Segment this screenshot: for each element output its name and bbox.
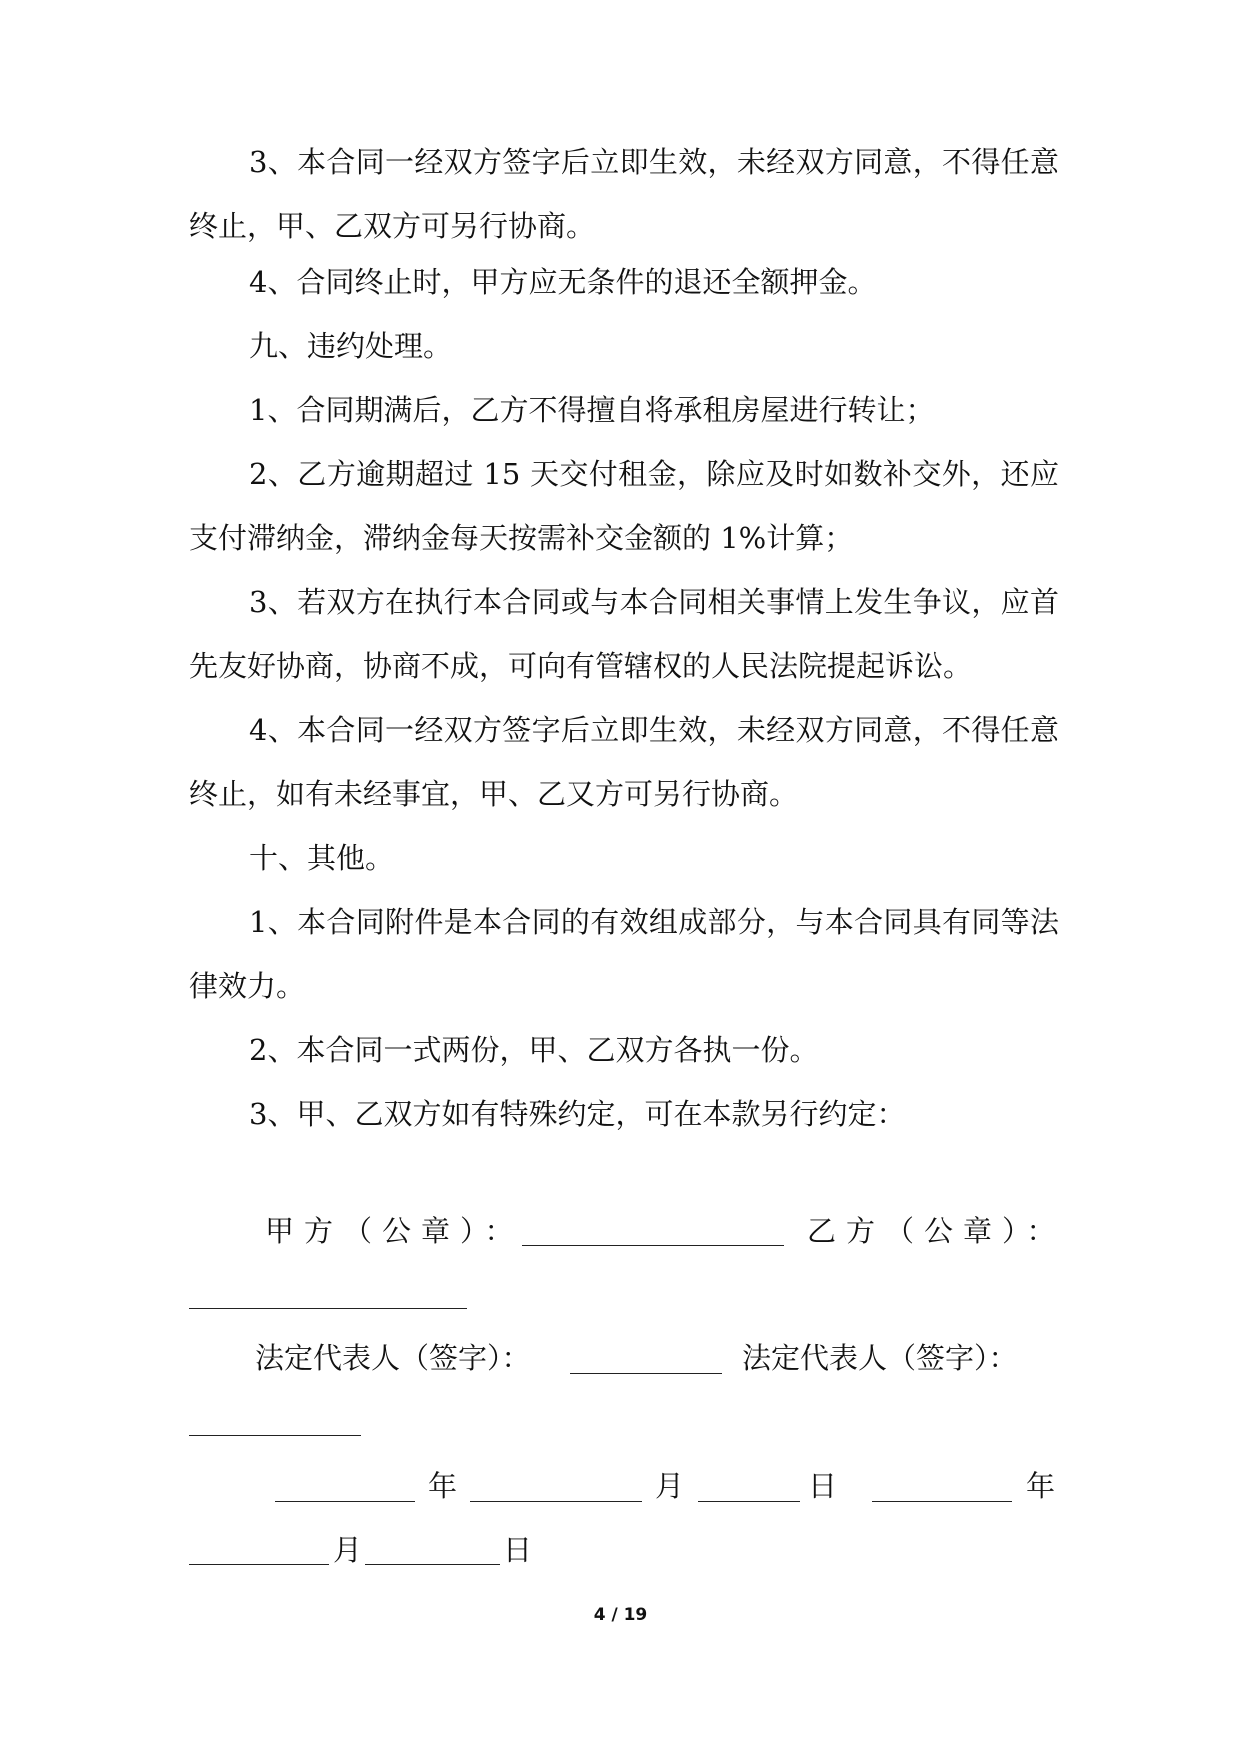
legal-rep-b-blank[interactable] — [189, 1409, 361, 1436]
date-a-day-label: 日 — [808, 1469, 838, 1503]
date-b-month-label: 月 — [333, 1533, 363, 1567]
date-b-year-label: 年 — [1026, 1469, 1056, 1503]
paragraph-other-3: 3、甲、乙双方如有特殊约定，可在本款另行约定： — [249, 1097, 906, 1131]
paragraph-breach-2: 2、乙方逾期超过 15 天交付租金，除应及时如数补交外，还应支付滞纳金，滞纳金每天按需补交金额的 1%计算； — [189, 457, 1059, 555]
paragraph-other-1: 1、本合同附件是本合同的有效组成部分，与本合同具有同等法律效力。 — [189, 905, 1059, 1003]
date-b-day-blank[interactable] — [365, 1538, 500, 1565]
date-a-month-label: 月 — [655, 1469, 685, 1503]
paragraph-breach-3: 3、若双方在执行本合同或与本合同相关事情上发生争议，应首先友好协商，协商不成，可向有管辖权的人民法院提起诉讼。 — [189, 585, 1059, 683]
legal-rep-b-label: 法定代表人（签字）： — [742, 1341, 1018, 1375]
paragraph-clause-4-deposit: 4、合同终止时，甲方应无条件的退还全额押金。 — [249, 265, 877, 299]
paragraph-breach-1: 1、合同期满后，乙方不得擅自将承租房屋进行转让； — [249, 393, 935, 427]
date-a-month-blank[interactable] — [470, 1475, 642, 1502]
legal-rep-a-blank[interactable] — [570, 1347, 722, 1374]
section-heading-breach: 九、违约处理。 — [249, 329, 453, 363]
party-b-seal-label: 乙方（公章）： — [807, 1214, 1066, 1248]
paragraph-clause-3-effect: 3、本合同一经双方签字后立即生效，未经双方同意，不得任意终止，甲、乙双方可另行协商。 — [189, 145, 1059, 243]
date-a-day-blank[interactable] — [698, 1475, 800, 1502]
date-b-month-blank[interactable] — [189, 1538, 329, 1565]
party-a-seal-blank[interactable] — [522, 1219, 784, 1246]
date-b-year-blank[interactable] — [872, 1475, 1012, 1502]
paragraph-other-2: 2、本合同一式两份，甲、乙双方各执一份。 — [249, 1033, 819, 1067]
date-a-year-label: 年 — [428, 1469, 458, 1503]
party-a-seal-label: 甲方（公章）： — [265, 1214, 524, 1248]
section-heading-other: 十、其他。 — [249, 841, 395, 875]
legal-rep-a-label: 法定代表人（签字）： — [255, 1341, 531, 1375]
page-number: 4 / 19 — [593, 1605, 648, 1625]
date-a-year-blank[interactable] — [275, 1475, 415, 1502]
party-b-seal-blank[interactable] — [189, 1282, 467, 1309]
date-b-day-label: 日 — [503, 1533, 533, 1567]
paragraph-breach-4: 4、本合同一经双方签字后立即生效，未经双方同意，不得任意终止，如有未经事宜，甲、乙又方可另行协商。 — [189, 713, 1059, 811]
